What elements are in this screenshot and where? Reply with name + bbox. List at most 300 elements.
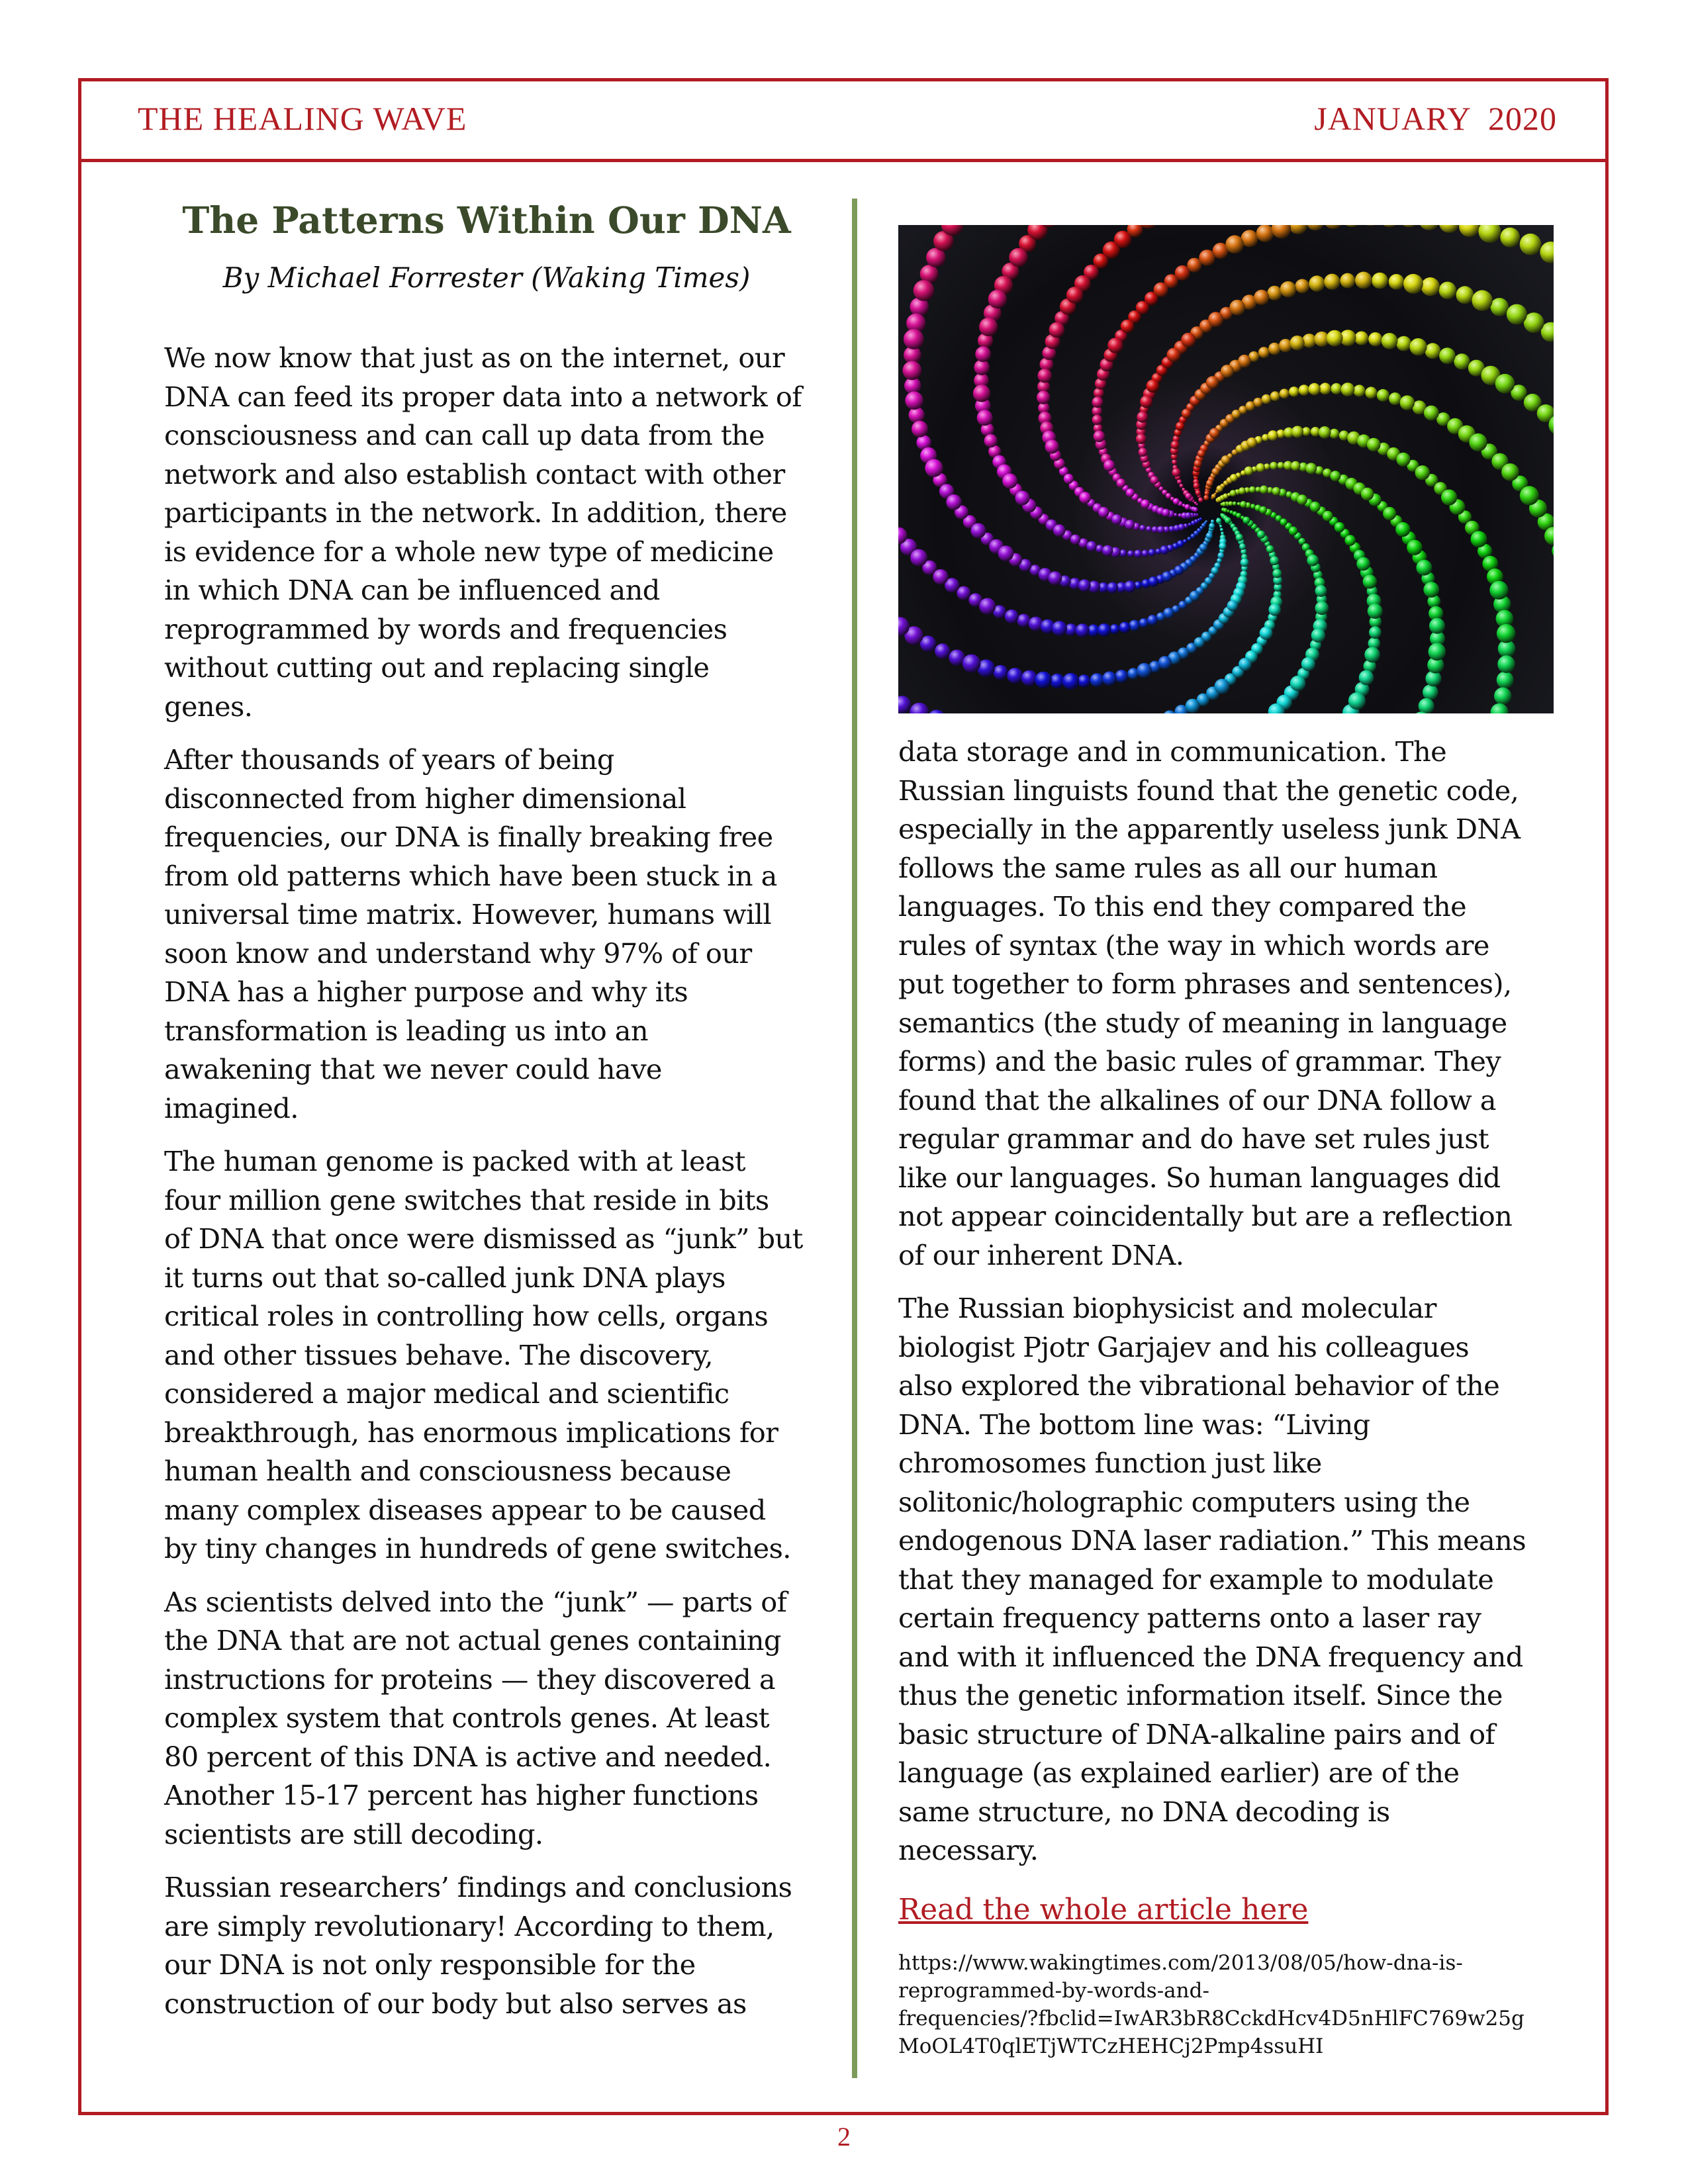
spiral-bead [1266,545,1274,553]
spiral-bead [1290,676,1305,691]
spiral-bead [962,655,981,673]
spiral-bead [1117,478,1126,488]
text-line: imagined. [164,1091,299,1124]
spiral-bead [1211,520,1215,523]
spiral-bead [933,569,948,584]
text-line: Russian linguists found that the genetic code, [898,774,1519,807]
spiral-bead [1270,462,1278,470]
spiral-bead [1310,502,1321,512]
text-line: like our languages. So human languages did [898,1161,1501,1194]
spiral-bead [1355,272,1372,289]
text-line: DNA can feed its proper data into a network of [164,380,802,413]
spiral-bead [1199,250,1215,265]
spiral-bead [1177,540,1184,547]
spiral-bead [1209,428,1220,439]
spiral-bead [1356,557,1370,571]
spiral-bead [946,494,961,510]
spiral-bead [1038,369,1052,383]
spiral-bead [1254,290,1269,305]
spiral-bead [1111,514,1122,525]
spiral-bead [1301,657,1315,671]
text-line: the DNA that are not actual genes containing [164,1624,781,1657]
url-line[interactable]: frequencies/?fbclid=IwAR3bR8CckdHcv4D5nHlFC769w25g [898,2007,1524,2030]
spiral-bead [1382,333,1398,349]
text-line: it turns out that so-called junk DNA plays [164,1261,726,1294]
spiral-bead [935,643,950,659]
spiral-bead [1228,501,1233,506]
spiral-bead [1340,273,1355,289]
spiral-bead [1220,528,1223,531]
spiral-bead [1216,485,1223,492]
text-line: participants in the network. In addition, there [164,496,787,529]
spiral-bead [1344,535,1356,546]
text-line: The human genome is packed with at least [164,1145,745,1177]
spiral-bead [1329,429,1339,439]
spiral-bead [1092,396,1103,408]
text-line: languages. To this end they compared the [898,890,1467,923]
spiral-bead [1185,493,1192,500]
text-line: soon know and understand why 97% of our [164,936,752,970]
text-line: genes. [164,690,253,723]
spiral-bead [1184,504,1190,510]
spiral-bead [1163,608,1174,618]
text-line: certain frequency patterns onto a laser ray [898,1602,1481,1634]
spiral-bead [1243,517,1250,524]
text-line: Another 15-17 percent has higher functions [164,1779,759,1811]
spiral-bead [1262,394,1272,404]
url-line[interactable]: MoOL4T0qlETjWTCzHEHCj2Pmp4ssuHI [898,2034,1324,2058]
spiral-bead [905,391,923,410]
spiral-bead [1489,581,1508,600]
text-line: data storage and in communication. The [898,735,1447,768]
spiral-bead [1239,658,1252,671]
spiral-bead [1199,543,1207,551]
spiral-bead [1389,392,1401,405]
spiral-bead [1429,618,1445,634]
article-paragraph [164,741,833,1128]
spiral-bead [1478,225,1501,243]
spiral-bead [1182,409,1192,419]
spiral-bead [1021,670,1037,686]
spiral-bead [1299,385,1310,396]
spiral-bead [1121,320,1135,334]
spiral-bead [1297,494,1307,505]
spiral-bead [1222,502,1227,506]
text-line: instructions for proteins — they discovered a [164,1662,775,1696]
spiral-bead [1302,334,1316,347]
spiral-bead [1158,656,1172,669]
spiral-bead [1078,579,1091,592]
spiral-bead [1223,494,1228,499]
article-paragraph [164,1583,833,1854]
spiral-bead [1078,674,1090,687]
spiral-bead [1160,545,1169,555]
spiral-bead [1289,387,1299,397]
spiral-bead [1396,453,1410,467]
spiral-bead [1052,621,1067,636]
spiral-bead [1129,620,1140,631]
spiral-bead [979,598,996,615]
spiral-bead [1157,526,1164,533]
spiral-bead [975,346,991,362]
spiral-bead [1309,383,1321,395]
spiral-bead [1119,549,1127,557]
spiral-bead [1323,511,1333,522]
spiral-bead [1225,235,1244,253]
spiral-bead [1359,670,1374,686]
article-paragraph [164,1868,833,2023]
spiral-bead [1110,624,1120,634]
text-line: forms) and the basic rules of grammar. They [898,1045,1501,1077]
text-line: by tiny changes in hundreds of gene switches. [164,1532,791,1565]
text-line: solitonic/holographic computers using the [898,1485,1470,1518]
spiral-bead [1324,274,1340,290]
column-divider [852,199,857,2078]
spiral-bead [904,329,924,349]
spiral-bead [1193,507,1198,512]
spiral-bead [1141,550,1149,557]
text-line: scientists are still decoding. [164,1817,543,1850]
text-line: follows the same rules as all our human [898,851,1438,884]
spiral-bead [1206,480,1213,487]
text-line: semantics (the study of meaning in language [898,1006,1507,1039]
spiral-bead [1015,491,1030,506]
spiral-bead [1256,225,1274,242]
spiral-bead [1290,336,1305,350]
spiral-bead [1278,462,1285,469]
spiral-bead [1176,422,1185,431]
text-line: many complex diseases appear to be caused [164,1493,766,1526]
spiral-bead [1307,555,1319,567]
spiral-bead [1139,618,1149,627]
issue-date: JANUARY 2020 [1314,100,1557,137]
spiral-bead [1256,463,1265,473]
spiral-bead [1194,637,1205,648]
spiral-bead [1429,643,1446,661]
spiral-bead [1315,585,1327,597]
spiral-bead [1400,395,1415,410]
spiral-bead [1305,463,1317,474]
spiral-bead [1280,281,1296,297]
spiral-bead [1439,282,1456,299]
spiral-bead [1009,248,1027,267]
spiral-bead [1137,412,1148,423]
spiral-bead [1150,476,1158,484]
text-line: human health and consciousness because [164,1455,731,1487]
spiral-bead [1102,671,1117,686]
spiral-bead [1029,617,1043,631]
text-line: rules of syntax (the way in which words are [898,929,1489,962]
spiral-bead [1241,559,1249,567]
spiral-bead [1315,602,1329,615]
spiral-bead [1050,674,1064,688]
spiral-bead [1211,494,1216,498]
text-line: also explored the vibrational behavior of the [898,1369,1500,1402]
spiral-bead [1361,488,1374,500]
spiral-bead [1245,401,1255,411]
spiral-bead [1191,521,1196,526]
spiral-bead [1368,332,1382,346]
spiral-bead [1368,604,1383,619]
spiral-bead [1193,482,1199,489]
spiral-bead [1400,225,1419,228]
text-line: DNA has a higher purpose and why its [164,976,688,1008]
spiral-bead [1353,385,1365,396]
spiral-bead [1070,535,1080,545]
spiral-bead [910,549,927,567]
spiral-bead [1335,522,1345,533]
spiral-bead [1236,533,1243,541]
spiral-bead [1098,507,1109,518]
url-line[interactable]: reprogrammed-by-words-and- [898,1979,1209,2003]
spiral-bead [1421,277,1440,296]
text-line: necessary. [898,1834,1039,1866]
spiral-bead [998,545,1014,561]
spiral-bead [1309,275,1325,291]
spiral-bead [957,586,970,600]
spiral-bead [993,665,1008,680]
spiral-bead [1062,673,1079,690]
spiral-bead [1066,287,1083,303]
spiral-bead [1311,629,1325,643]
spiral-bead [1441,490,1457,506]
spiral-bead [1257,531,1265,539]
spiral-bead [1289,527,1298,536]
text-line: reprogrammed by words and frequencies [164,612,727,645]
spiral-bead [1139,448,1148,457]
text-line: in which DNA can be influenced and [164,574,660,606]
spiral-bead [1497,655,1515,673]
spiral-bead [1239,487,1246,494]
spiral-bead [1291,426,1303,438]
spiral-bead [1053,524,1066,537]
spiral-bead [1209,523,1215,529]
spiral-bead [1439,347,1456,364]
spiral-bead [1090,673,1104,687]
text-line: awakening that we never could have [164,1053,662,1085]
spiral-bead [1319,383,1331,394]
text-line: and with it influenced the DNA frequency and [898,1640,1523,1673]
spiral-bead [1540,242,1554,263]
spiral-bead [910,703,929,713]
spiral-bead [1342,225,1362,227]
spiral-bead [1198,498,1203,503]
spiral-bead [1178,523,1186,531]
spiral-bead [1154,283,1168,297]
text-line: complex system that controls genes. At least [164,1702,769,1734]
spiral-bead [1149,576,1159,587]
text-line: Russian researchers’ findings and conclusions [164,1871,792,1903]
spiral-bead [1280,388,1289,398]
article-body-right [898,733,1567,1885]
spiral-bead [1268,343,1281,355]
spiral-bead [1137,663,1151,678]
text-line: DNA. The bottom line was: “Living [898,1408,1370,1441]
spiral-bead [1319,426,1331,439]
spiral-bead [1494,688,1511,705]
spiral-bead [1425,343,1440,359]
spiral-bead [1456,286,1474,304]
spiral-bead [1291,461,1301,471]
page-number: 2 [837,2122,851,2152]
text-line: language (as explained earlier) are of the [898,1756,1460,1789]
publication-name: THE HEALING WAVE [138,100,467,137]
spiral-bead [1367,438,1381,452]
spiral-bead [1048,571,1062,585]
spiral-bead [1201,523,1206,527]
spiral-bead [1172,468,1180,477]
spiral-bead [1272,225,1291,238]
spiral-bead [1491,704,1509,713]
spiral-bead [1162,571,1172,582]
spiral-bead [1098,623,1111,637]
spiral-bead [1146,526,1152,532]
spiral-bead [1162,509,1170,517]
spiral-bead [1141,500,1150,509]
spiral-bead [988,290,1007,308]
spiral-bead [898,696,911,713]
spiral-bead [1194,531,1199,536]
spiral-bead [1139,525,1145,531]
spiral-bead [1181,333,1196,347]
spiral-bead [1268,430,1278,441]
spiral-bead [1233,502,1237,506]
spiral-bead [1270,391,1280,401]
spiral-bead [912,421,928,437]
url-line[interactable]: https://www.wakingtimes.com/2013/08/05/how-dna-is- [898,1951,1463,1975]
spiral-bead [1419,698,1434,713]
spiral-bead [1369,626,1382,639]
spiral-bead [1520,234,1542,255]
dna-spiral-graphic [898,225,1554,713]
spiral-bead [909,407,925,423]
text-line: is evidence for a whole new type of medicine [164,535,774,568]
spiral-bead [1424,406,1439,421]
spiral-bead [1086,541,1097,552]
text-line: our DNA is not only responsible for the [164,1948,696,1981]
text-line: of our inherent DNA. [898,1238,1184,1271]
spiral-bead [1416,560,1432,576]
spiral-bead [1204,490,1209,496]
text-line: especially in the apparently useless junk DNA [898,813,1521,845]
spiral-bead [1495,374,1515,394]
spiral-bead [1178,601,1187,610]
spiral-bead [1208,312,1223,327]
spiral-bead [1173,498,1180,505]
article-paragraph [898,1289,1567,1870]
spiral-bead [1185,512,1192,519]
text-line: critical roles in controlling how cells, organs [164,1300,769,1332]
article-url[interactable] [898,1949,1567,2060]
spiral-bead [1212,468,1220,476]
spiral-bead [1125,520,1135,529]
text-line: are simply revolutionary! According to them, [164,1909,774,1942]
text-line: transformation is leading us into an [164,1014,649,1047]
spiral-bead [1126,488,1135,497]
spiral-bead [1187,537,1191,541]
spiral-bead [1114,231,1131,248]
spiral-bead [1205,577,1213,585]
spiral-bead [1229,300,1245,316]
article-byline: By Michael Forrester (Waking Times) [222,261,751,294]
spiral-bead [1389,274,1405,290]
spiral-bead [1064,474,1074,484]
article-paragraph [164,1142,833,1569]
text-line: consciousness and can call up data from the [164,419,765,451]
text-line: biologist Pjotr Garjajev and his colleagues [898,1330,1470,1363]
spiral-bead [984,434,998,447]
spiral-bead [1260,486,1268,494]
spiral-bead [1249,486,1256,493]
text-line: We now know that just as on the internet, our [164,341,785,374]
spiral-bead [979,318,998,336]
spiral-bead [1186,699,1200,713]
spiral-bead [1005,610,1019,623]
spiral-bead [1194,459,1202,467]
spiral-bead [1216,518,1221,523]
spiral-bead [1175,265,1190,281]
spiral-bead [1380,225,1400,227]
spiral-bead [1035,672,1052,688]
text-line: The Russian biophysicist and molecular [898,1292,1436,1324]
spiral-bead [1017,614,1031,627]
spiral-bead [1221,365,1234,378]
text-line: disconnected from higher dimensional [164,782,686,815]
text-line: not appear coincidentally but are a reflection [898,1200,1513,1232]
spiral-bead [1167,348,1181,362]
spiral-bead [1107,582,1118,594]
spiral-bead [1323,225,1343,229]
spiral-bead [1147,615,1158,625]
spiral-bead [1348,692,1366,709]
spiral-bead [1497,672,1514,689]
spiral-bead [970,523,986,538]
spiral-bead [1007,668,1023,684]
spiral-bead [914,280,935,301]
spiral-bead [1230,490,1237,496]
text-line: construction of our body but also serves as [164,1987,747,2020]
spiral-bead [1520,486,1539,505]
spiral-bead [1409,338,1427,355]
article-paragraph [898,733,1567,1275]
read-article-link[interactable]: Read the whole article here [898,1893,1309,1927]
spiral-bead [1236,513,1241,518]
spiral-bead [1491,298,1509,316]
text-line: without cutting out and replacing single [164,651,710,684]
spiral-bead [1423,582,1439,598]
spiral-bead [1045,439,1059,453]
text-line: basic structure of DNA-alkaline pairs and of [898,1717,1495,1751]
spiral-bead [1407,540,1422,555]
spiral-bead [903,361,922,380]
spiral-bead [1372,273,1388,289]
spiral-bead [1507,304,1527,325]
spiral-bead [1049,322,1065,338]
header-divider [78,159,1609,162]
article-body-left [164,339,833,2038]
text-line: same structure, no DNA decoding is [898,1795,1390,1828]
text-line: breakthrough, has enormous implications for [164,1416,778,1449]
spiral-bead [1272,569,1282,578]
text-line: thus the genetic information itself. Since the [898,1679,1503,1711]
spiral-bead [1364,647,1380,663]
spiral-bead [1230,474,1238,482]
spiral-bead [1147,379,1160,392]
spiral-bead [1174,565,1184,574]
spiral-bead [1469,433,1487,451]
text-line: put together to form phrases and sentences), [898,968,1512,1000]
spiral-bead [1180,484,1184,488]
